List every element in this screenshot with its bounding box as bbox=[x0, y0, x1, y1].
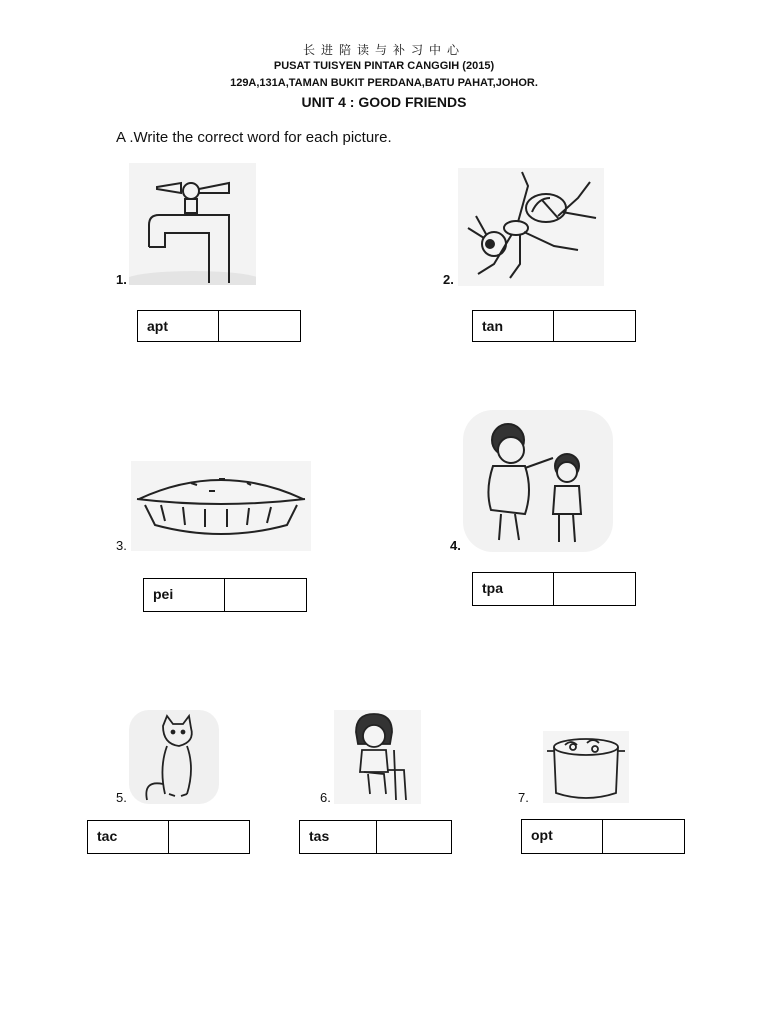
scrambled-word-2: tan bbox=[473, 311, 554, 341]
unit-title: UNIT 4 : GOOD FRIENDS bbox=[301, 94, 467, 110]
pat-head-icon bbox=[463, 410, 613, 552]
answer-box-4 bbox=[472, 572, 636, 606]
scrambled-word-4: tpa bbox=[473, 573, 554, 605]
scrambled-word-3: pei bbox=[144, 579, 225, 611]
tap-icon bbox=[129, 163, 256, 285]
item-number-7: 7. bbox=[518, 790, 529, 805]
item-number-3: 3. bbox=[116, 538, 127, 553]
answer-input-3[interactable] bbox=[225, 579, 306, 611]
item-number-6: 6. bbox=[320, 790, 331, 805]
scrambled-word-6: tas bbox=[300, 821, 377, 853]
answer-input-4[interactable] bbox=[554, 573, 635, 605]
instruction-text: A .Write the correct word for each picture. bbox=[116, 129, 392, 146]
answer-box-5 bbox=[87, 820, 250, 854]
pat-picture bbox=[463, 410, 613, 552]
sat-picture bbox=[334, 710, 421, 804]
scrambled-word-5: tac bbox=[88, 821, 169, 853]
answer-box-3 bbox=[143, 578, 307, 612]
water-tap-picture bbox=[129, 163, 256, 285]
answer-input-6[interactable] bbox=[377, 821, 451, 853]
pot-icon bbox=[543, 731, 629, 803]
header-address: 129A,131A,TAMAN BUKIT PERDANA,BATU PAHAT,JOHOR. bbox=[230, 77, 538, 89]
answer-box-7 bbox=[521, 819, 685, 854]
header-chinese-title: 长进陪读与补习中心 bbox=[302, 43, 465, 57]
answer-input-2[interactable] bbox=[554, 311, 635, 341]
answer-box-2 bbox=[472, 310, 636, 342]
item-number-1: 1. bbox=[116, 272, 127, 287]
ant-picture bbox=[458, 168, 604, 286]
header-center-name: PUSAT TUISYEN PINTAR CANGGIH (2015) bbox=[273, 60, 495, 72]
cat-picture bbox=[129, 710, 219, 804]
item-number-5: 5. bbox=[116, 790, 127, 805]
pie-icon bbox=[131, 461, 311, 551]
scrambled-word-1: apt bbox=[138, 311, 219, 341]
answer-input-1[interactable] bbox=[219, 311, 300, 341]
answer-box-6 bbox=[299, 820, 452, 854]
answer-input-5[interactable] bbox=[169, 821, 249, 853]
girl-sitting-icon bbox=[334, 710, 421, 804]
answer-box-1 bbox=[137, 310, 301, 342]
answer-input-7[interactable] bbox=[603, 820, 684, 853]
pie-picture bbox=[131, 461, 311, 551]
pot-picture bbox=[543, 731, 629, 803]
item-number-2: 2. bbox=[443, 272, 454, 287]
cat-icon bbox=[129, 710, 219, 804]
ant-icon bbox=[458, 168, 604, 286]
item-number-4: 4. bbox=[450, 538, 461, 553]
scrambled-word-7: opt bbox=[522, 820, 603, 853]
